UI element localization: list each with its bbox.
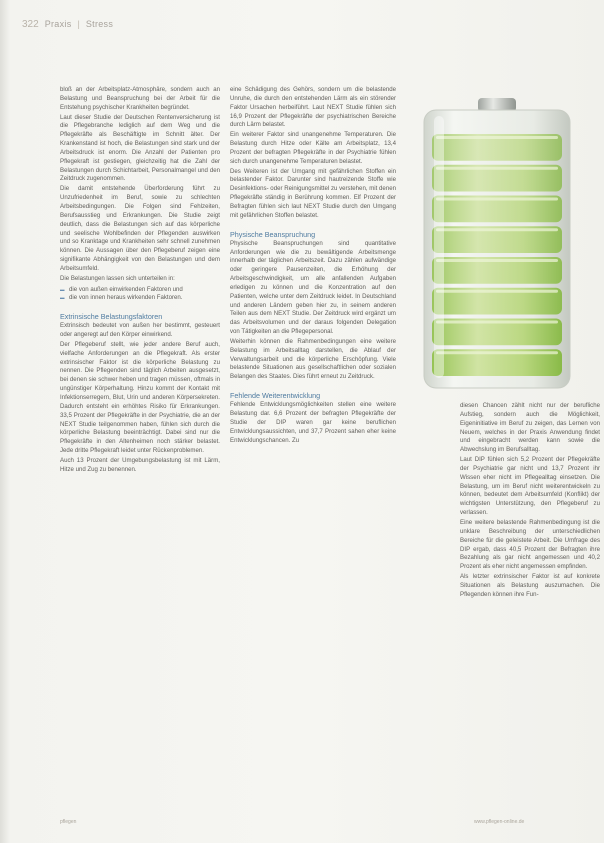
paragraph: Laut dieser Studie der Deutschen Rentenversicherung ist die Pflegebranche lediglich auf dem Weg und die Pflegekräfte als Beschäftigte im Schnitt älter. Der Krankenstand ist hoch, die Belastungen sind stark und der Arbeitsdruck ist enorm. Die Anzahl der Patienten pro Pflegekraft ist gestiegen, gleichzeitig hat die Zahl der Belastungen durch Schichtarbeit, Personalmangel und den Zeitdruck zugenommen. bbox=[60, 113, 220, 183]
battery-segment-shine bbox=[436, 136, 558, 139]
paragraph: diesen Chancen zählt nicht nur der berufliche Aufstieg, sondern auch die Möglichkeit, Eigeninitiative im Beruf zu zeigen, das Lernen von Neuem, welches in der Praxis Anwendung findet und eingebracht werden kann sowie die Abwechslung im Berufsalltag. bbox=[460, 402, 600, 454]
text-column-2 bbox=[230, 86, 396, 446]
battery-highlight bbox=[434, 116, 444, 378]
paragraph: Der Pflegeberuf stellt, wie jeder andere Beruf auch, vielfache Anforderungen an die Pflegekraft. Als erster extrinsischer Faktor ist die körperliche Belastung zu nennen. Die Pflegenden sind täglich Arbeiten ausgesetzt, bei denen sie schwer heben und tragen müssen, oftmals in ungünstiger Körperhaltung. Hinzu kommt der Kontakt mit Infektionserregern, Blut, Urin und anderen Körpersekreten. Dadurch entsteht ein erhöhtes Risiko für Erkrankungen. 33,5 Prozent der Pflegekräfte in der Psychiatrie, die an der NEXT Studie teilgenommen haben, fühlen sich durch die körperliche Belastung beeinträchtigt. Dabei sind nur die Pflegekräfte in den Altenheimen noch stärker belastet. Jede dritte Pflegekraft leidet unter Rückenproblemen. bbox=[60, 340, 220, 455]
battery-segment-shine bbox=[436, 351, 558, 354]
subheading-development: Fehlende Weiterentwicklung bbox=[230, 391, 321, 401]
paragraph: Eine weitere belastende Rahmenbedingung ist die unklare Beschreibung der unterschiedlichen Bereiche für die geleistete Arbeit. Die Umfrage des DIP ergab, dass 40,5 Prozent der Befragten ihre Bezahlung als gar nicht angemessen und 40,2 Prozent als eher nicht angemessen empfinden. bbox=[460, 518, 600, 571]
footer-left: pflegen bbox=[60, 819, 77, 825]
subheading-extrinsic: Extrinsische Belastungsfaktoren bbox=[60, 312, 163, 322]
text-column-3 bbox=[460, 402, 600, 601]
paragraph: Physische Beanspruchungen sind quantitative Anforderungen wie die zu bewältigende Arbeitsmenge innerhalb der täglichen Arbeitszeit. Dazu zählen aufwändige oder geringere Pausenzeiten, die Erhöhung der Arbeitsgeschwindigkeit, um alle anfallenden Aufgaben erledigen zu können und die Konzentration auf den Patienten, welche unter dem Zeitdruck leidet. In Deutschland und anderen Ländern geben hier zu, in seinem anderen Teilen aus dem NEXT Studie. Der Zeitdruck wird ergänzt um das Arbeitsvolumen und der daraus folgenden Delegation von Tätigkeiten an die Pflegepersonal. bbox=[230, 239, 396, 336]
paragraph: Extrinsisch bedeutet von außen her bestimmt, gesteuert oder angeregt auf den Körper einwirkend. bbox=[60, 322, 220, 339]
bullet-item: ▬ die von außen einwirkenden Faktoren und bbox=[60, 286, 220, 295]
bullet-list bbox=[60, 286, 220, 304]
paragraph: Die Belastungen lassen sich unterteilen in: bbox=[60, 274, 175, 282]
battery-segment-shine bbox=[436, 198, 558, 201]
page-header bbox=[22, 16, 113, 32]
subsection-label: Stress bbox=[85, 19, 114, 29]
paragraph: eine Schädigung des Gehörs, sondern um die belastende Unruhe, die durch den entstehenden Lärm als ein störender Faktor Ursachen herbeiführt. Laut NEXT Studie fühlen sich 16,9 Prozent der Pflegekräfte der psychiatrischen Bereiche durch Lärm belastet. bbox=[230, 86, 396, 129]
subheading-physical: Physische Beanspruchung bbox=[230, 229, 316, 239]
paragraph: Auch 13 Prozent der Umgebungsbelastung ist mit Lärm, Hitze und Zug zu benennen. bbox=[60, 456, 220, 473]
paragraph: Laut DIP fühlen sich 5,2 Prozent der Pflegekräfte der Psychiatrie gar nicht und 13,7 Prozent ihr Wissen eher nicht im Pflegealltag einsetzen. Die Belastung, um im Beruf nicht weiterentwickeln zu können, bedeutet dem Arbeitsumfeld (Konflikt) der wichtigsten Unterstützung, den Pflegeberuf zu verlassen. bbox=[460, 456, 600, 517]
paragraph: Als letzter extrinsischer Faktor ist auf konkrete Situationen als Belastung auszumachen. Die Pflegenden können ihre Fun- bbox=[460, 573, 600, 598]
paragraph: Weiterhin können die Rahmenbedingungen eine weitere Belastung im Arbeitsalltag darstellen, die Ablauf der Verwaltungsarbeit und die körperliche Erschöpfung. Viele belastende Situationen aus gesellschaftlichen oder sozialen Belangen des Staates. Dies führt erneut zu Zeitdruck. bbox=[230, 337, 396, 381]
text-column-1 bbox=[60, 86, 220, 476]
bullet-item: ▬ die von innen heraus wirkenden Faktoren. bbox=[60, 294, 220, 303]
paragraph: bloß an der Arbeitsplatz-Atmosphäre, sondern auch an Belastung und Beanspruchung bei der Arbeit für die Entstehung psychischer Krankheiten begründet. bbox=[60, 86, 220, 111]
page-number: 322 bbox=[22, 18, 39, 30]
section-label: Praxis bbox=[44, 19, 72, 29]
paragraph: Die damit entstehende Überforderung führt zu Unzufriedenheit im Beruf, sowie zu schlechten Arbeitsbedingungen. Die Folgen sind Fehlzeiten, Berufsausstieg und Erkrankungen. Die Studie zeigt deutlich, dass die Belastungen sich auf das körperliche und seelische Wohlbefinden der Pflegenden auswirken und so Kranktage und Krankheiten sehr schnell zunehmen können. Die Aussagen über den Pflegeberuf zeigen eine signifikante Abhängigkeit von den Belastungen und dem Arbeitsumfeld. bbox=[60, 185, 220, 272]
header-separator: | bbox=[77, 19, 80, 29]
paragraph: Des Weiteren ist der Umgang mit gefährlichen Stoffen ein belastender Faktor. Darunter sind hautreizende Stoffe wie Desinfektions- oder Reinigungsmittel zu verstehen, mit denen Pflegekräfte ständig in Berührung kommen. Elf Prozent der Befragten fühlen sich laut NEXT Studie durch den Umgang mit gefährlichen Stoffen belastet. bbox=[230, 167, 396, 219]
battery-segment-shine bbox=[436, 259, 558, 262]
battery-segment-shine bbox=[436, 321, 558, 324]
battery-segment-shine bbox=[436, 167, 558, 170]
paragraph: Fehlende Entwicklungsmöglichkeiten stellen eine weitere Belastung dar. 6,6 Prozent der befragten Pflegekräfte der Studie der DIP waren gar keine beruflichen Entwicklungsaussichten, und 37,7 Prozent sahen eher keine Entwicklungschancen. Zu bbox=[230, 401, 396, 444]
paragraph: Ein weiterer Faktor sind unangenehme Temperaturen. Die Belastung durch Hitze oder Kälte am Arbeitsplatz, 13,4 Prozent der befragten Pflegekräfte in der Psychiatrie fühlen sich durch unangenehme Temperaturen belastet. bbox=[230, 131, 396, 165]
battery-charge-icon bbox=[412, 94, 582, 394]
battery-segment-shine bbox=[436, 290, 558, 293]
battery-segment-shine bbox=[436, 228, 558, 231]
footer-right: www.pflegen-online.de bbox=[474, 819, 525, 825]
